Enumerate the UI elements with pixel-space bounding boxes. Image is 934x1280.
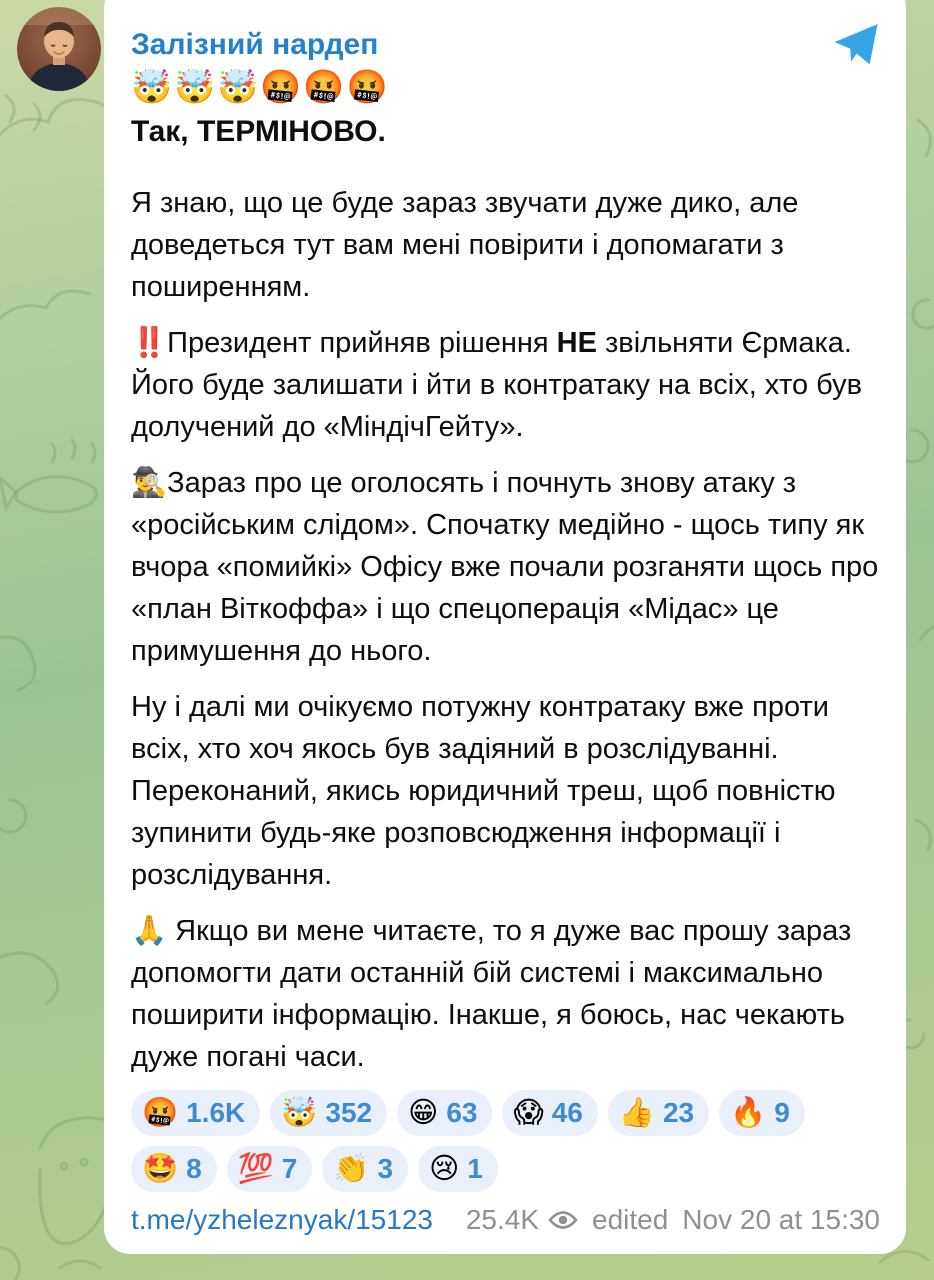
- message-paragraph: ‼️Президент прийняв рішення НЕ звільняти Єрмака. Його буде залишати і йти в контратаку на всіх, хто був долучений до «МіндічГейту».: [131, 327, 863, 443]
- message-footer: [131, 1204, 880, 1236]
- avatar-image: [17, 7, 101, 91]
- reaction-emoji-icon: 💯: [237, 1152, 274, 1185]
- reaction-count: 352: [325, 1097, 373, 1128]
- reaction-count: 8: [186, 1153, 202, 1184]
- views-count: 25.4K: [465, 1204, 539, 1235]
- avatar[interactable]: [17, 7, 101, 91]
- reaction-pill[interactable]: [227, 1146, 313, 1192]
- reaction-emoji-icon: 🤩: [142, 1152, 179, 1185]
- reaction-count: 23: [662, 1097, 695, 1128]
- message-paragraph: 🙏 Якщо ви мене читаєте, то я дуже вас прошу зараз допомогти дати останній бій системі і максимально поширити інформацію. Інакше, я боюсь, нас чекають дуже погані часи.: [131, 915, 852, 1073]
- reaction-pill[interactable]: [719, 1090, 805, 1136]
- reaction-pill[interactable]: [270, 1090, 387, 1136]
- reaction-count: 1: [467, 1153, 483, 1184]
- message-emoji-row: 🤯🤯🤯🤬🤬🤬: [131, 68, 390, 105]
- message-paragraph: Ну і далі ми очікуємо потужну контратаку вже проти всіх, хто хоч якось був задіяний в розслідуванні. Переконаний, якись юридичний треш, щоб повністю зупинити будь-яке розповсюдження інформації і розслідування.: [131, 691, 836, 891]
- post-link[interactable]: t.me/yzheleznyak/15123: [131, 1204, 433, 1235]
- reaction-pill[interactable]: [502, 1090, 597, 1136]
- reaction-pill[interactable]: [608, 1090, 709, 1136]
- eye-icon: [548, 1209, 578, 1231]
- reaction-emoji-icon: 🔥: [730, 1096, 767, 1129]
- message-paragraphs: [131, 182, 880, 1078]
- reaction-count: 46: [551, 1097, 583, 1128]
- message-meta: [466, 1204, 880, 1236]
- reactions: [131, 1090, 880, 1192]
- reaction-emoji-icon: 😁: [408, 1096, 439, 1129]
- reaction-emoji-icon: 👍: [618, 1096, 655, 1129]
- reaction-emoji-icon: 😢: [429, 1152, 460, 1185]
- reaction-count: 9: [774, 1097, 790, 1128]
- timestamp: Nov 20 at 15:30: [682, 1204, 880, 1235]
- reaction-emoji-icon: 🤬: [142, 1096, 179, 1129]
- reaction-emoji-icon: 😱: [513, 1096, 544, 1129]
- reaction-pill[interactable]: [131, 1146, 217, 1192]
- message-title: Так, ТЕРМІНОВО.: [131, 115, 386, 148]
- reaction-pill[interactable]: [131, 1090, 260, 1136]
- reaction-count: 7: [281, 1153, 298, 1184]
- reaction-emoji-icon: 👏: [333, 1152, 370, 1185]
- message-paragraph: Я знаю, що це буде зараз звучати дуже дико, але доведеться тут вам мені повірити і допомагати з поширенням.: [131, 187, 799, 303]
- reaction-count: 1.6K: [186, 1097, 246, 1128]
- reaction-count: 3: [377, 1153, 394, 1184]
- telegram-plane-icon[interactable]: [832, 22, 880, 68]
- reaction-pill[interactable]: [418, 1146, 498, 1192]
- channel-name[interactable]: Залізний нардеп: [131, 28, 379, 61]
- reaction-count: 63: [446, 1097, 478, 1128]
- views-group: [466, 1204, 578, 1236]
- reaction-emoji-icon: 🤯: [281, 1096, 318, 1129]
- message-paragraph: 🕵️‍♂️Зараз про це оголосять і почнуть знову атаку з «російським слідом». Спочатку медійно - щось типу як вчора «помийкі» Офісу вже почали розганяти щось про «план Віткоффа» і що спецоперація «Мідас» це примушення до нього.: [131, 467, 879, 667]
- edited-label: edited: [592, 1204, 669, 1235]
- reaction-pill[interactable]: [397, 1090, 492, 1136]
- reaction-pill[interactable]: [322, 1146, 408, 1192]
- message-bubble: [104, 0, 906, 1254]
